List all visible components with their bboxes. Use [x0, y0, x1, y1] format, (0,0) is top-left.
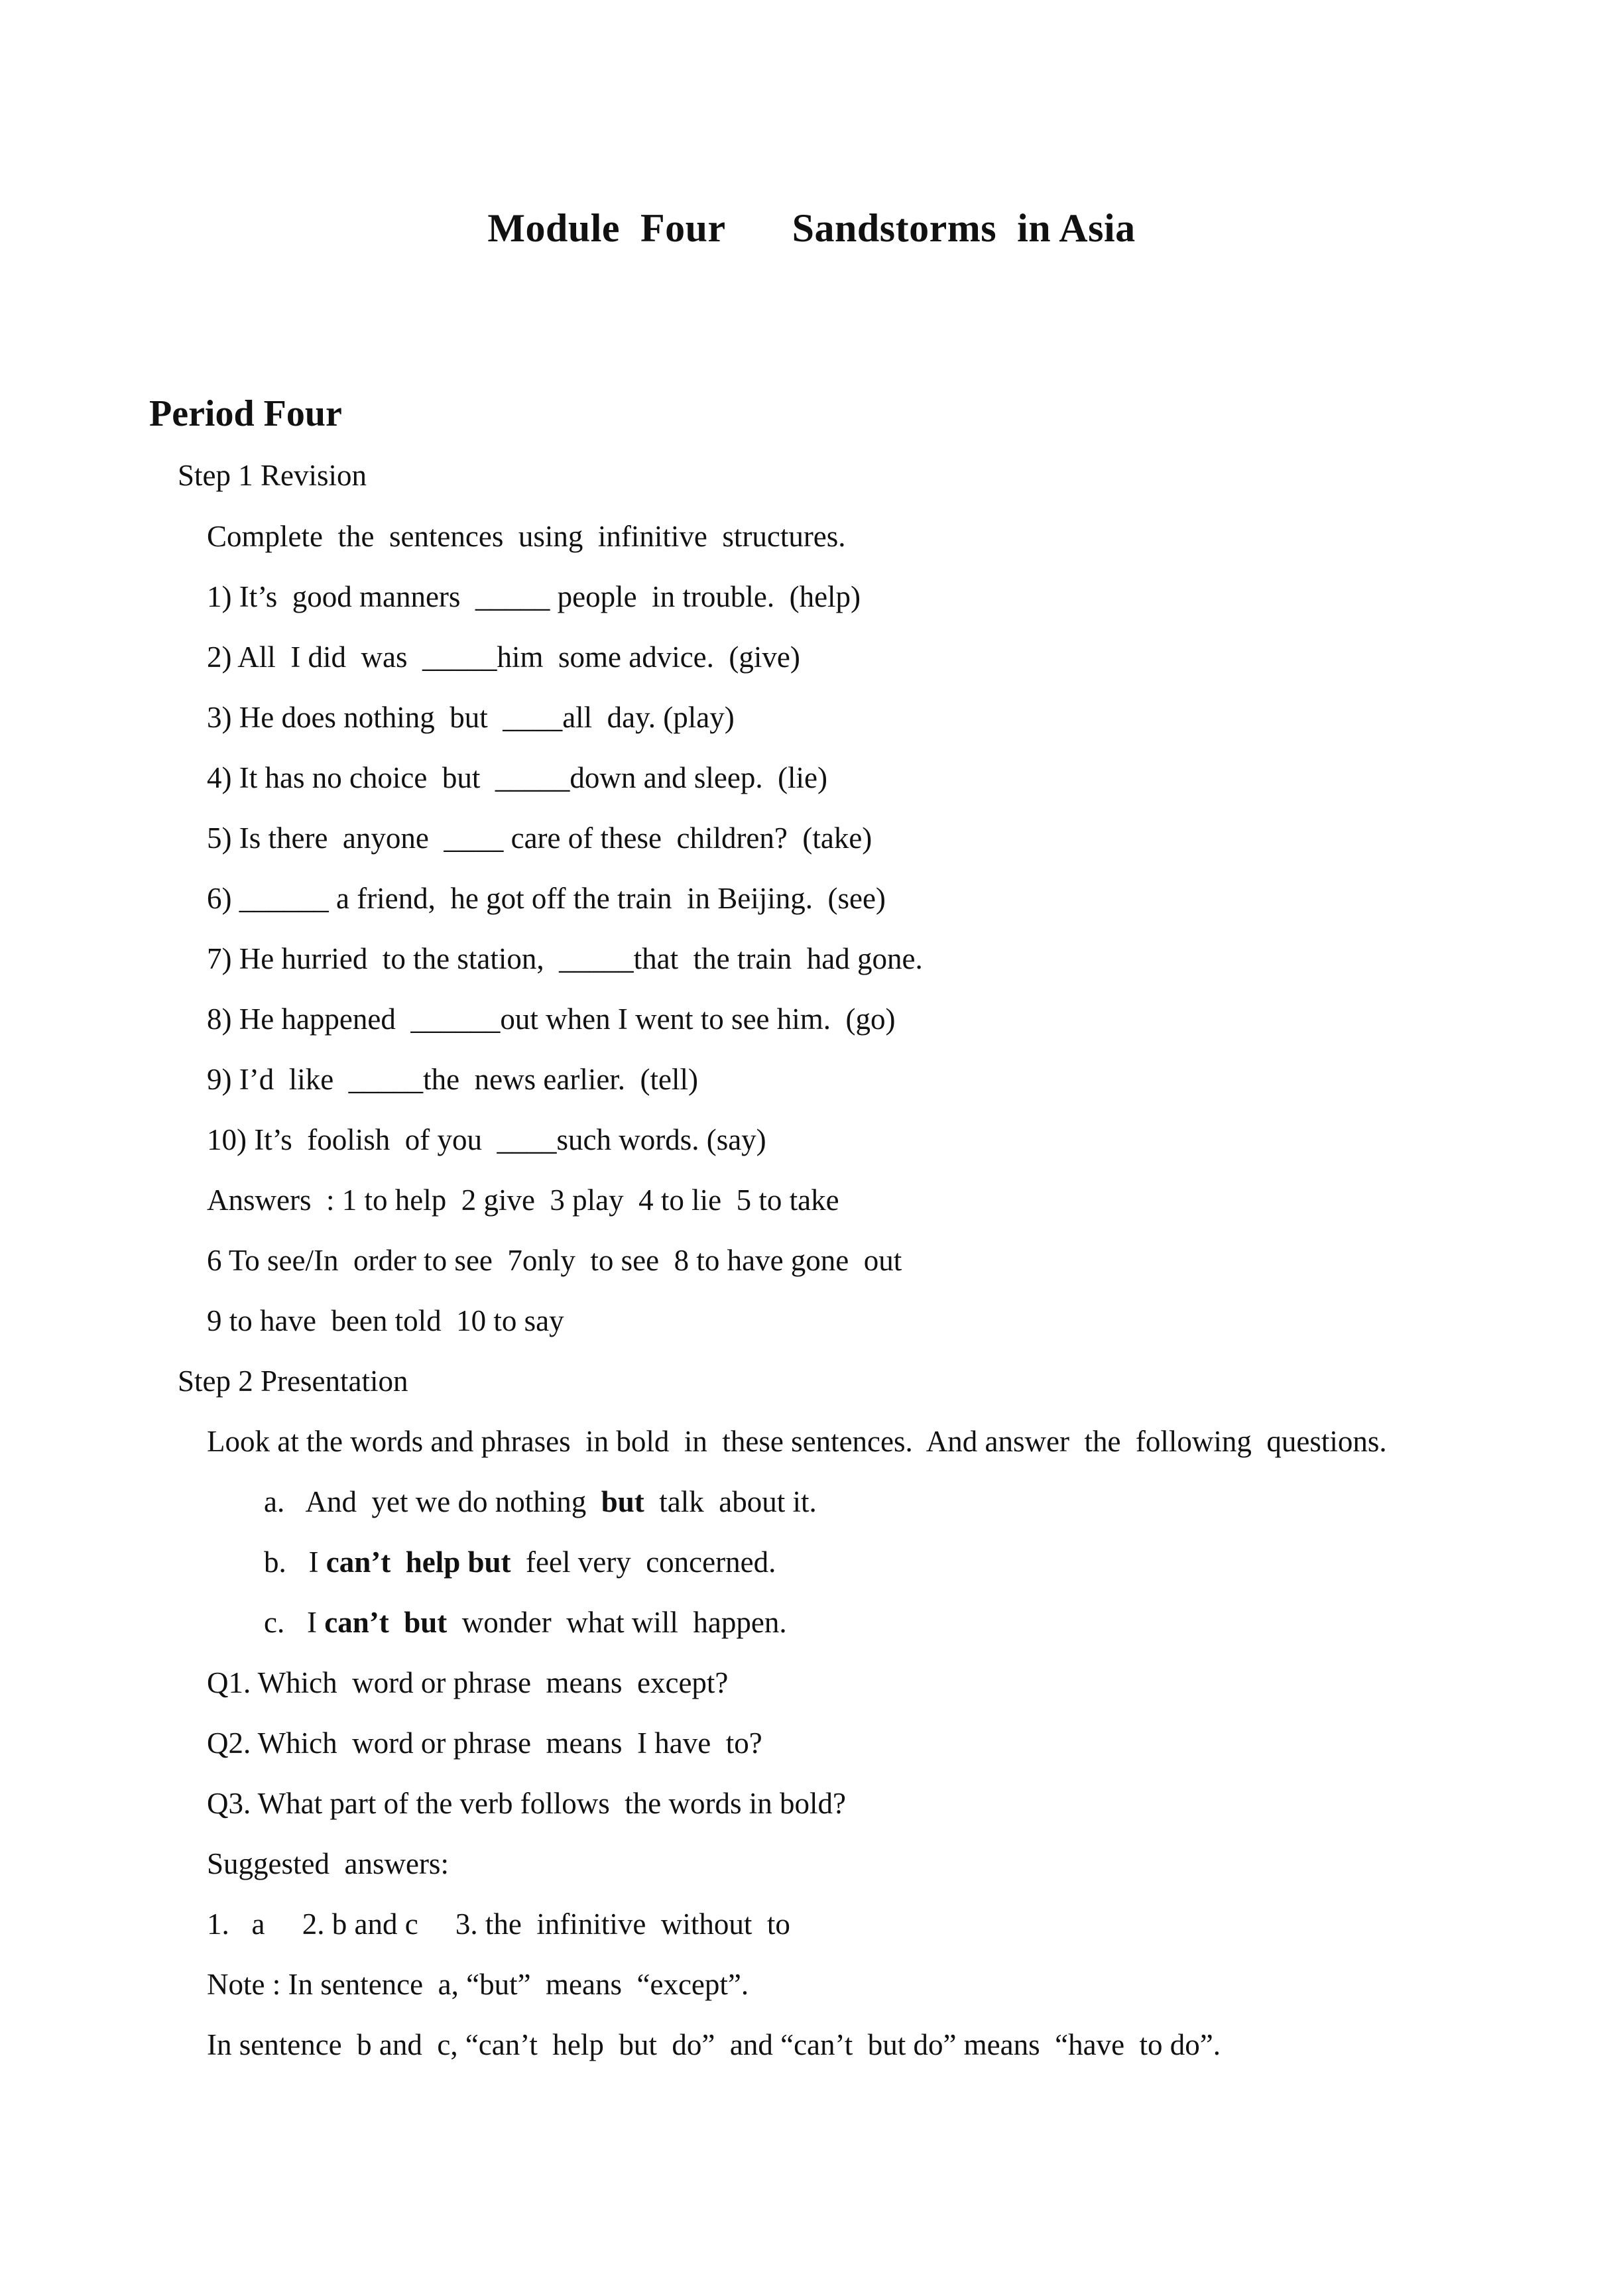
example-text: feel very concerned.	[511, 1545, 776, 1579]
exercise-item-10: 10) It’s foolish of you ____such words. (say)	[207, 1123, 766, 1156]
exercise-item-8: 8) He happened ______out when I went to see him. (go)	[207, 1002, 896, 1036]
bold-phrase: can’t help but	[326, 1545, 511, 1579]
bold-phrase: can’t but	[324, 1606, 448, 1639]
note-line-2: In sentence b and c, “can’t help but do” and “can’t but do” means “have to do”.	[207, 2028, 1221, 2061]
title-topic: Sandstorms in Asia	[792, 206, 1136, 250]
page-title	[0, 206, 1623, 251]
exercise-item-7: 7) He hurried to the station, _____that the train had gone.	[207, 942, 923, 975]
suggested-answers: 1. a 2. b and c 3. the infinitive without to	[207, 1907, 790, 1941]
exercise-item-2: 2) All I did was _____him some advice. (give)	[207, 640, 800, 674]
suggested-answers-heading: Suggested answers:	[207, 1847, 449, 1880]
example-text: I	[308, 1545, 326, 1579]
title-module: Module Four	[487, 206, 726, 250]
step1-instruction: Complete the sentences using infinitive structures.	[207, 520, 846, 553]
period-heading: Period Four	[149, 393, 342, 434]
example-b	[264, 1544, 776, 1580]
exercise-item-5: 5) Is there anyone ____ care of these children? (take)	[207, 821, 872, 855]
example-text: talk about it.	[644, 1485, 817, 1518]
question-2: Q2. Which word or phrase means I have to?	[207, 1726, 762, 1760]
answers-line-3: 9 to have been told 10 to say	[207, 1304, 564, 1337]
exercise-item-1: 1) It’s good manners _____ people in trouble. (help)	[207, 580, 861, 613]
step2-heading: Step 2 Presentation	[178, 1364, 408, 1398]
example-label: b.	[264, 1545, 286, 1579]
example-a	[264, 1484, 817, 1520]
question-1: Q1. Which word or phrase means except?	[207, 1666, 729, 1699]
question-3: Q3. What part of the verb follows the words in bold?	[207, 1787, 846, 1820]
example-label: c.	[264, 1606, 285, 1639]
step1-heading: Step 1 Revision	[178, 459, 367, 492]
example-text: I	[306, 1606, 325, 1639]
exercise-item-4: 4) It has no choice but _____down and sleep. (lie)	[207, 761, 828, 794]
exercise-item-6: 6) ______ a friend, he got off the train in Beijing. (see)	[207, 882, 886, 915]
exercise-item-9: 9) I’d like _____the news earlier. (tell)	[207, 1063, 699, 1096]
example-text: wonder what will happen.	[447, 1606, 787, 1639]
note-line-1: Note : In sentence a, “but” means “except”.	[207, 1968, 749, 2001]
example-text: And yet we do nothing	[305, 1485, 601, 1518]
bold-phrase: but	[601, 1485, 644, 1518]
example-c	[264, 1604, 787, 1640]
exercise-item-3: 3) He does nothing but ____all day. (play)	[207, 701, 735, 734]
answers-line-1: Answers : 1 to help 2 give 3 play 4 to lie 5 to take	[207, 1183, 839, 1217]
answers-line-2: 6 To see/In order to see 7only to see 8 to have gone out	[207, 1244, 902, 1277]
step2-instruction: Look at the words and phrases in bold in these sentences. And answer the following questions.	[207, 1425, 1387, 1458]
example-label: a.	[264, 1485, 285, 1518]
